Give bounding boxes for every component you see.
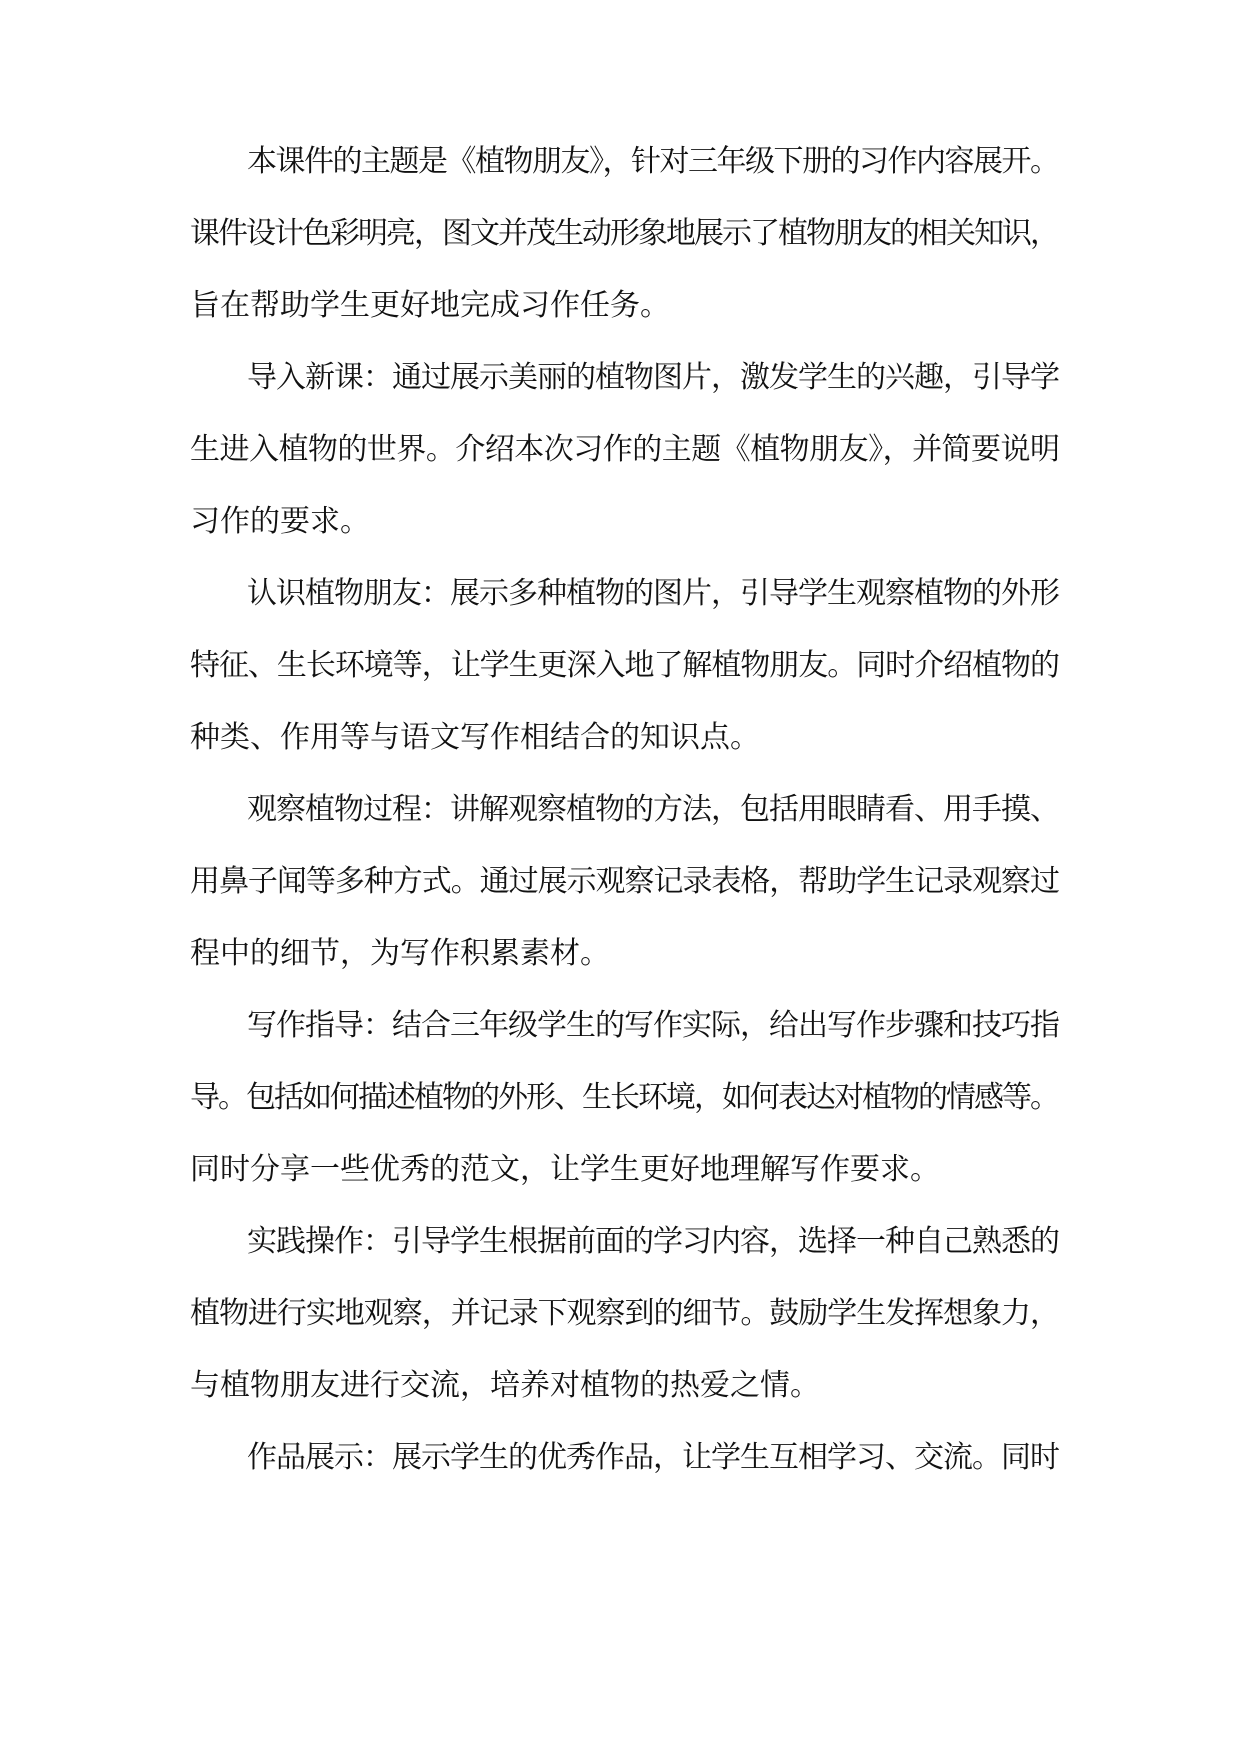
paragraph-4-line-3: 程中的细节，为写作积累素材。	[190, 936, 610, 971]
paragraph-1-line-2: 课件设计色彩明亮，图文并茂生动形象地展示了植物朋友的相关知识，	[190, 216, 1058, 251]
paragraph-2-line-2: 生进入植物的世界。介绍本次习作的主题《植物朋友》，并简要说明	[190, 432, 1060, 467]
paragraph-1-line-1: 本课件的主题是《植物朋友》，针对三年级下册的习作内容展开。	[247, 144, 1059, 179]
paragraph-5-line-1: 写作指导：结合三年级学生的写作实际，给出写作步骤和技巧指	[247, 1008, 1059, 1043]
paragraph-3-line-1: 认识植物朋友：展示多种植物的图片，引导学生观察植物的外形	[247, 576, 1059, 611]
paragraph-6-line-2: 植物进行实地观察，并记录下观察到的细节。鼓励学生发挥想象力，	[190, 1296, 1059, 1331]
paragraph-2-line-1: 导入新课：通过展示美丽的植物图片，激发学生的兴趣，引导学	[247, 360, 1059, 395]
paragraph-3-line-2: 特征、生长环境等，让学生更深入地了解植物朋友。同时介绍植物的	[190, 648, 1059, 683]
paragraph-5-line-2: 导。包括如何描述植物的外形、生长环境，如何表达对植物的情感等。	[190, 1080, 1058, 1115]
paragraph-4-line-1: 观察植物过程：讲解观察植物的方法，包括用眼睛看、用手摸、	[247, 792, 1059, 827]
paragraph-6-line-3: 与植物朋友进行交流，培养对植物的热爱之情。	[190, 1368, 820, 1403]
paragraph-3-line-3: 种类、作用等与语文写作相结合的知识点。	[190, 720, 760, 755]
paragraph-5-line-3: 同时分享一些优秀的范文，让学生更好地理解写作要求。	[190, 1152, 940, 1187]
paragraph-7-line-1: 作品展示：展示学生的优秀作品，让学生互相学习、交流。同时	[247, 1440, 1059, 1475]
paragraph-2-line-3: 习作的要求。	[190, 504, 370, 539]
paragraph-1-line-3: 旨在帮助学生更好地完成习作任务。	[190, 288, 670, 323]
paragraph-4-line-2: 用鼻子闻等多种方式。通过展示观察记录表格，帮助学生记录观察过	[190, 864, 1059, 899]
paragraph-6-line-1: 实践操作：引导学生根据前面的学习内容，选择一种自己熟悉的	[247, 1224, 1059, 1259]
